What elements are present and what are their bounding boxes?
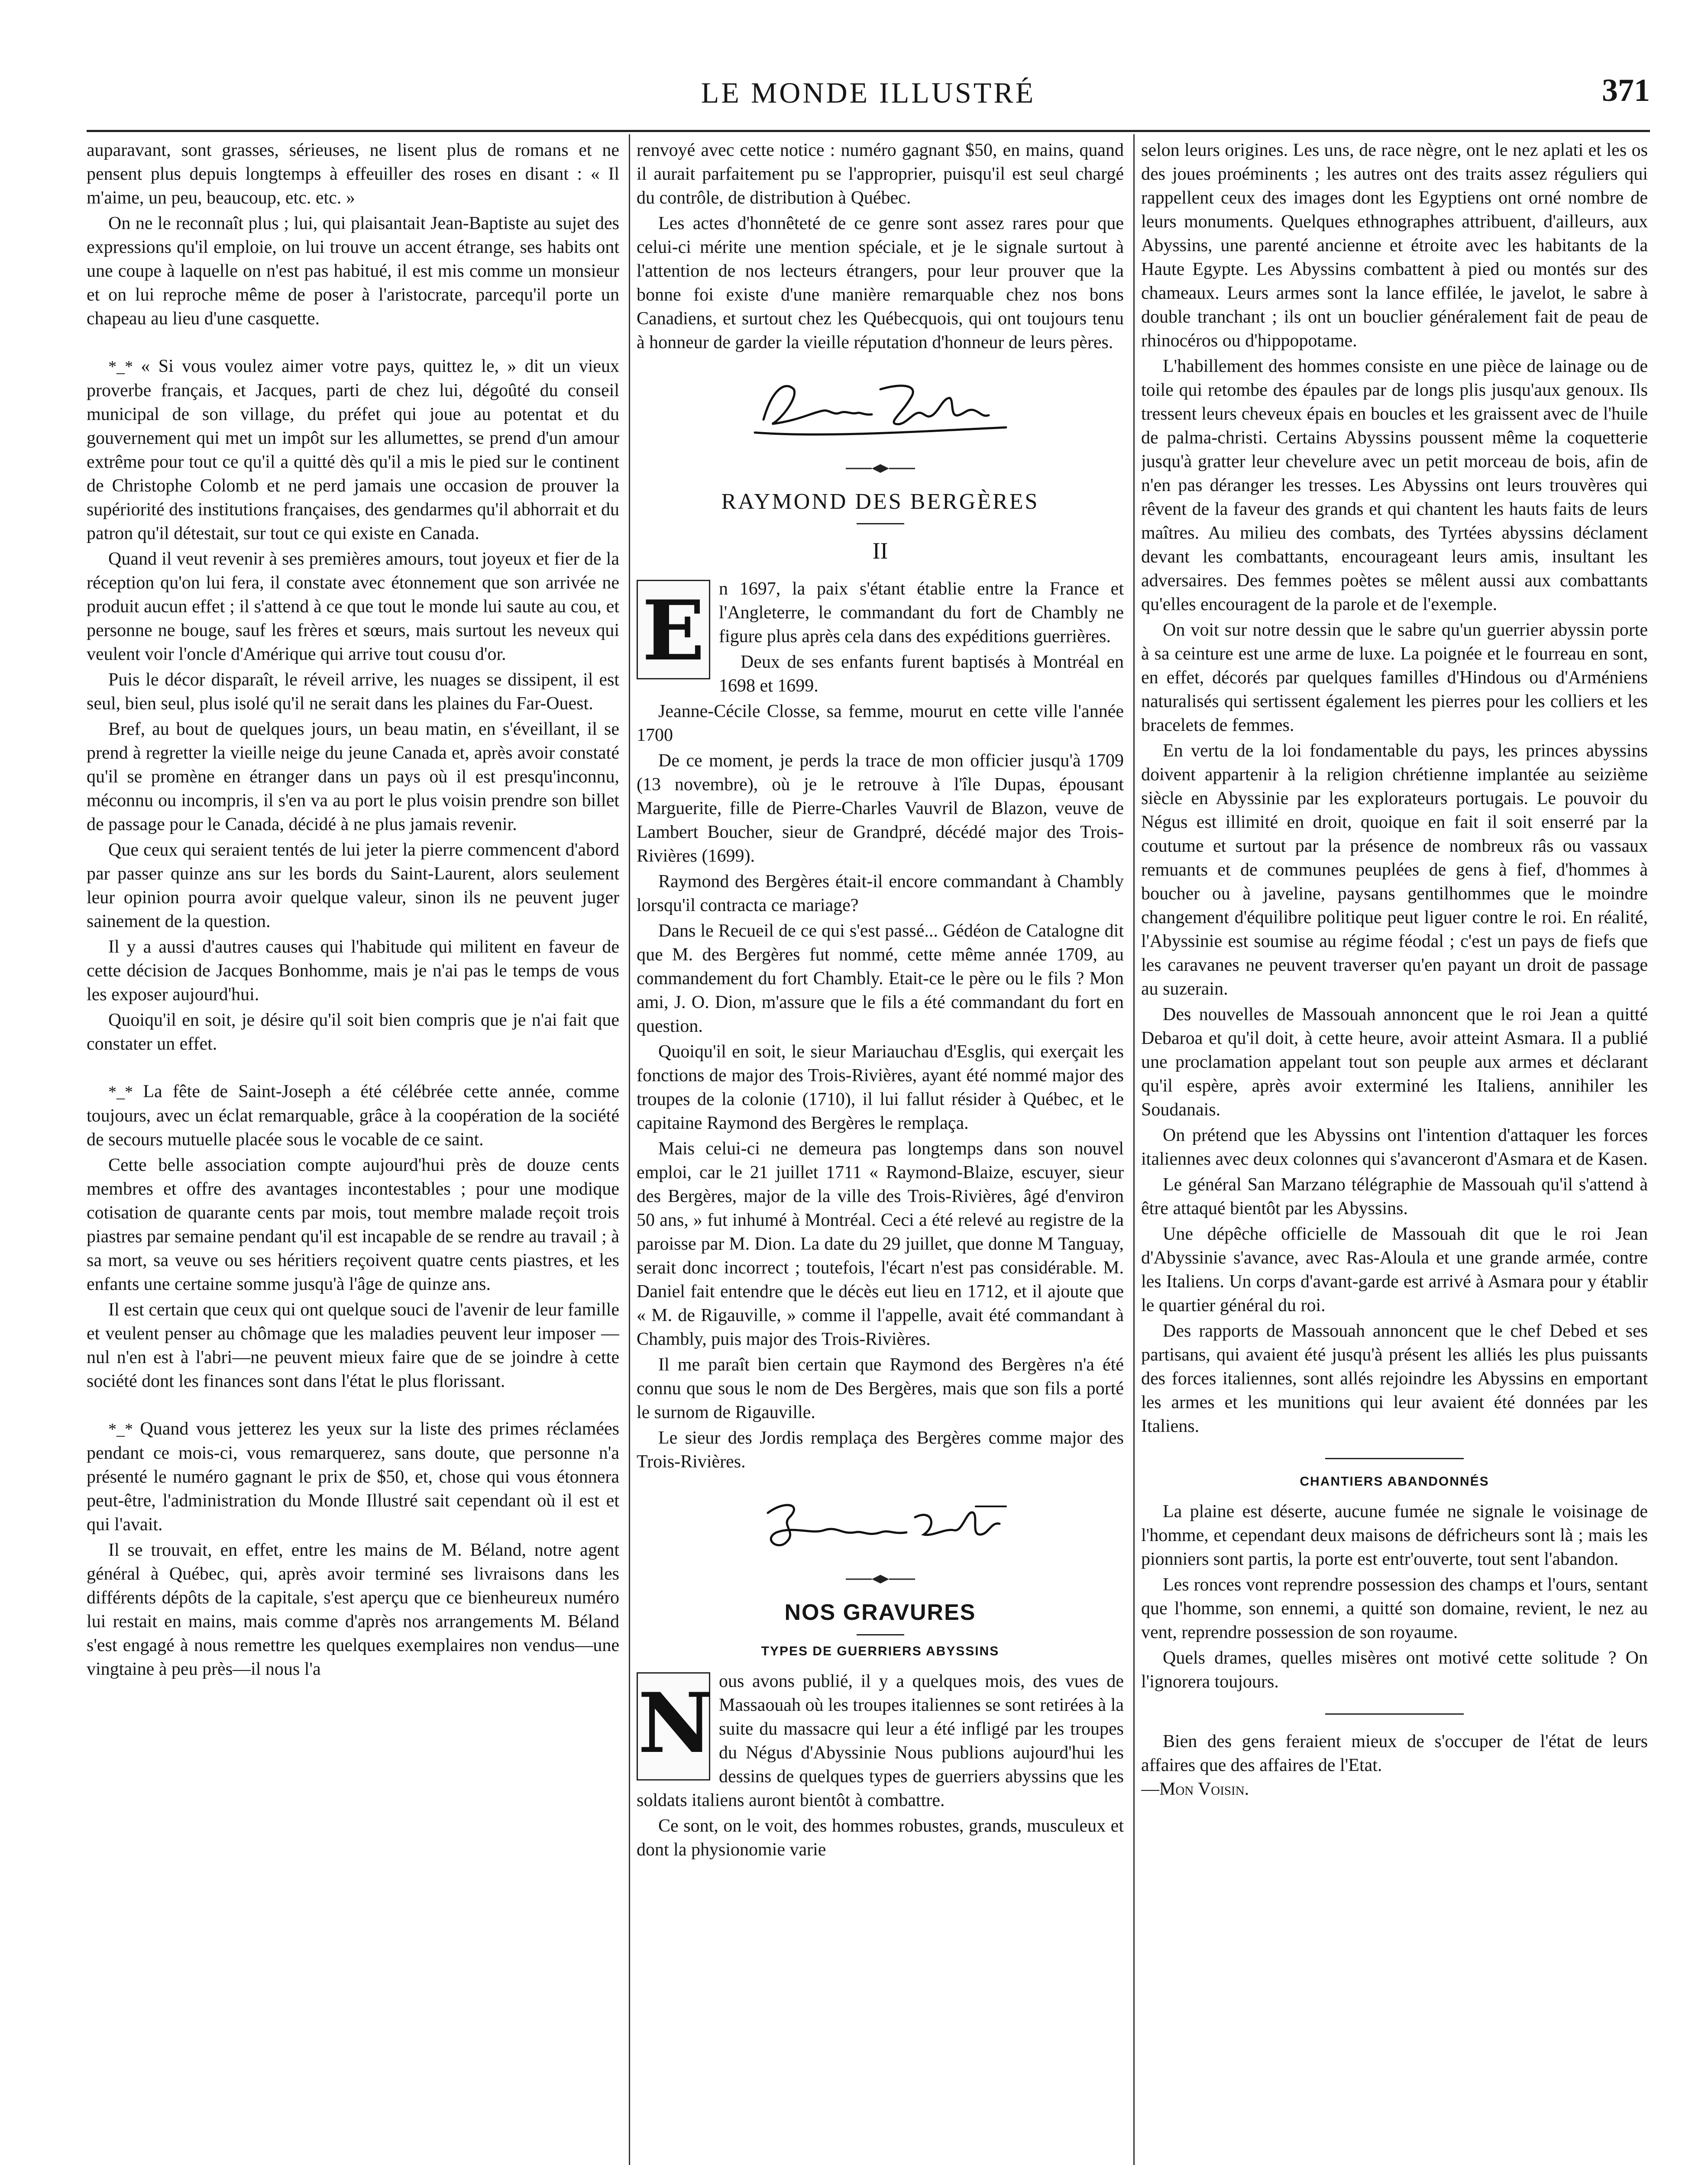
paragraph: Deux de ses enfants furent baptisés à Montréal en 1698 et 1699. (719, 652, 1124, 696)
paragraph: Quoiqu'il en soit, je désire qu'il soit bien compris que je n'ai fait que constater un effet. (87, 1010, 619, 1054)
paragraph: Les ronces vont reprendre possession des champs et l'ours, sentant que l'homme, son ennemi, a quitté son domaine, revient, le nez au vent, reprendre possession de son royaume. (1141, 1575, 1648, 1642)
paragraph: Une dépêche officielle de Massouah dit que le roi Jean d'Abyssinie s'avance, avec Ras-Aloula et une grande armée, contre les Italiens. Un corps d'avant-garde est arrivé à Asmara pour y établir le quartier général du roi. (1141, 1224, 1648, 1315)
asterism: *_* (108, 1420, 140, 1438)
column-divider-2 (1133, 134, 1135, 2165)
column-1 (87, 139, 619, 2165)
paragraph: Il est certain que ceux qui ont quelque souci de l'avenir de leur famille et veulent penser au chômage que les maladies peuvent leur imposer —nul n'en est à l'abri—ne peuvent mieux faire que de se joindre à cette société dont les finances sont dans l'état le plus florissant. (87, 1300, 619, 1391)
section-title: NOS GRAVURES (784, 1600, 976, 1625)
paragraph: n 1697, la paix s'étant établie entre la France et l'Angleterre, le commandant du fort de Chambly ne figure plus après cela dans des expéditions guerrières. (719, 579, 1124, 646)
paragraph: Bref, au bout de quelques jours, un beau matin, en s'éveillant, il se prend à regretter la vieille neige du jeune Canada et, après avoir constaté qu'il se promène en étranger dans un pays où il est presqu'inconnu, méconnu ou incompris, il s'en va au port le plus voisin prendre son billet de passage pour le Canada, décidé à ne plus jamais revenir. (87, 719, 619, 834)
paragraph: Que ceux qui seraient tentés de lui jeter la pierre commencent d'abord par passer quinze ans sur les bords du Saint-Laurent, alors seulement leur opinion pourra avoir quelque valeur, sinon ils ne peuvent juger sainement de la question. (87, 840, 619, 931)
paragraph: On voit sur notre dessin que le sabre qu'un guerrier abyssin porte à sa ceinture est une arme de luxe. La poignée et le fourreau en sont, en effet, décorés par quelques familles d'Hindous ou d'Arméniens naturalisés qui sertissent également les pierres pour les colliers et les bracelets de femmes. (1141, 620, 1648, 735)
paragraph: Mais celui-ci ne demeura pas longtemps dans son nouvel emploi, car le 21 juillet 1711 « Raymond-Blaize, escuyer, sieur des Bergères, major de la ville des Trois-Rivières, âgé d'environ 50 ans, » fut inhumé à Montréal. Ceci a été relevé au registre de la paroisse par M. Dion. La date du 29 juillet, que donne M Tanguay, serait donc incorrect ; toutefois, l'écart n'est pas considérable. M. Daniel fait entendre que le décès eut lieu en 1712, et il ajoute que « M. de Rigauville, » comme il l'appelle, avait été commandant à Chambly, puis major des Trois-Rivières. (637, 1139, 1124, 1349)
paragraph: L'habillement des hommes consiste en une pièce de lainage ou de toile qui retombe des épaules par de longs plis jusqu'aux genoux. Ils tressent leurs cheveux épais en boucles et les graissent avec de l'huile de palma-christi. Certains Abyssins poussent même la coquetterie jusqu'à gratter leur chevelure avec un petit morceau de bois, afin de n'en pas déranger les tresses. Les Abyssins ont leurs trouvères qui rêvent de la faveur des grands et qui chantent les hauts faits de leurs maîtres. Au milieu des combats, des Tyrtées abyssins déclament devant les combattants, encourageant leurs amis, insultant les adversaires. Des femmes poètes se mêlent aussi aux combattants qu'elles encouragent de la parole et de l'exemple. (1141, 356, 1648, 614)
paragraph: Raymond des Bergères était-il encore commandant à Chambly lorsqu'il contracta ce mariage? (637, 872, 1124, 915)
paragraph: Bien des gens feraient mieux de s'occuper de l'état de leurs affaires que des affaires de l'Etat. —Mon Voisin. (1141, 1732, 1648, 1799)
section-rule (1325, 1713, 1464, 1715)
paragraph: Des rapports de Massouah annoncent que le chef Debed et ses partisans, qui avaient été jusqu'à présent les alliés les plus puissants des forces italiennes, sont allés rejoindre les Abyssins en emportant les armes et les munitions qui leur avaient été données par les Italiens. (1141, 1321, 1648, 1436)
paragraph: La plaine est déserte, aucune fumée ne signale le voisinage de l'homme, et cependant deux maisons de défricheurs sont là ; mais les pionniers sont partis, la porte est entr'ouverte, tout sent l'abandon. (1141, 1502, 1648, 1569)
paragraph: auparavant, sont grasses, sérieuses, ne lisent plus de romans et ne pensent plus depuis longtemps à effeuiller des roses en disant : « Il m'aime, un peu, beaucoup, etc. etc. » (87, 140, 619, 208)
paragraph: Quand il veut revenir à ses premières amours, tout joyeux et fier de la réception qu'on lui fera, il constate avec étonnement que son arrivée ne produit aucun effet ; il s'attend à ce que tout le monde lui saute au cou, et personne ne bouge, sauf les frères et sœurs, mais surtout les neveux qui veulent voir l'oncle d'Amérique qui arrive tout cousu d'or. (87, 549, 619, 664)
paragraph: selon leurs origines. Les uns, de race nègre, ont le nez aplati et les os des joues proéminents ; les autres ont des traits assez réguliers qui rappellent ceux des images dont les Egyptiens ont orné nombre de leurs monuments. Quelques ethnographes attribuent, d'ailleurs, aux Abyssins, une parenté ancienne et étroite avec les habitants de la Haute Egypte. Les Abyssins combattent à pied ou montés sur des chameaux. Leurs armes sont la lance effilée, le javelot, le sabre à double tranchant ; ils ont un bouclier généralement fait de peau de rhinocéros ou d'hippopotame. (1141, 140, 1648, 351)
dropcap-paragraph (637, 577, 1124, 700)
column-divider-1 (629, 134, 630, 2165)
paragraph: Ce sont, on le voit, des hommes robustes, grands, musculeux et dont la physionomie varie (637, 1816, 1124, 1860)
paragraph: Cette belle association compte aujourd'hui près de douze cents membres et offre des avantages incontestables ; pour une modique cotisation de quarante cents par mois, tout membre malade reçoit trois piastres par semaine pendant qu'il est incapable de se rendre au travail ; à sa mort, sa veuve ou ses héritiers reçoivent quatre cents piastres, et les enfants une certaine somme jusqu'à l'âge de quinze ans. (87, 1155, 619, 1294)
title-rule (857, 1634, 904, 1635)
paragraph: Des nouvelles de Massouah annoncent que le roi Jean a quitté Debaroa et qu'il doit, à cette heure, avoir atteint Asmara. Il a publié une proclamation appelant tout son peuple aux armes et déclarant qu'il espère, après avoir exterminé les Italiens, annihiler les Soudanais. (1141, 1005, 1648, 1120)
column-3 (1141, 139, 1648, 2165)
attribution: —Mon Voisin. (1141, 1779, 1249, 1799)
paragraph: Dans le Recueil de ce qui s'est passé... Gédéon de Catalogne dit que M. des Bergères fut nommé, cette même année 1709, au commandement du fort Chambly. Etait-ce le père ou le fils ? Mon ami, J. O. Dion, m'assure que le fils a été commandant du fort en question. (637, 921, 1124, 1036)
paragraph: Les actes d'honnêteté de ce genre sont assez rares pour que celui-ci mérite une mention spéciale, et je le signale surtout à l'attention de nos lecteurs étrangers, pour leur prouver que la bonne foi existe d'une manière remarquable chez nos bons Canadiens, et surtout chez les Québecquois, qui ont toujours tenu à honneur de garder la vieille réputation d'honneur de leurs pères. (637, 213, 1124, 352)
paragraph: Puis le décor disparaît, le réveil arrive, les nuages se dissipent, il est seul, bien seul, plus isolé qu'il ne serait dans les plaines du Far-Ouest. (87, 670, 619, 714)
paragraph: De ce moment, je perds la trace de mon officier jusqu'à 1709 (13 novembre), où je le retrouve à l'île Dupas, épousant Marguerite, fille de Pierre-Charles Vauvril de Blazon, veuve de Lambert Boucher, sieur de Grandpré, décédé major des Trois-Rivières (1699). (637, 751, 1124, 866)
title-rule (857, 523, 904, 524)
paragraph: *_* « Si vous voulez aimer votre pays, quittez le, » dit un vieux proverbe français, et Jacques, parti de chez lui, dégoûté du conseil municipal de son village, du préfet qui joue au potentat et du gouvernement qui met un impôt sur les allumettes, se prend d'un amour extrême pour tout ce qu'il a quitté dès qu'il a mis le pied sur le continent de Christophe Colomb et ne perd jamais une occasion de prouver la supériorité des institutions françaises, des gendarmes qu'il abhorrait et du patron qu'il détestait, sur tout ce qui existe en Canada. (87, 356, 619, 543)
ornament-icon (846, 1573, 915, 1586)
section-subtitle: TYPES DE GUERRIERS ABYSSINS (761, 1644, 1000, 1658)
article-title: RAYMOND DES BERGÈRES (721, 489, 1039, 514)
column-2 (637, 139, 1124, 2165)
paragraph: On prétend que les Abyssins ont l'intention d'attaquer les forces italiennes avec deux colonnes qui s'avanceront d'Asmara et de Kasen. (1141, 1125, 1648, 1169)
page-header (87, 73, 1650, 123)
signature-benjamin-sulte (750, 1491, 1010, 1556)
chapter-number: II (872, 538, 888, 564)
ornament-icon (846, 462, 915, 475)
paragraph: Il me paraît bien certain que Raymond des Bergères n'a été connu que sous le nom de Des Bergères, mais que son fils a porté le surnom de Rigauville. (637, 1355, 1124, 1422)
paragraph: Quoiqu'il en soit, le sieur Mariauchau d'Esglis, qui exerçait les fonctions de major des Trois-Rivières, ayant été nommé major des troupes de la colonie (1710), il lui fallut résider à Québec, et le capitaine Raymond des Bergères le remplaça. (637, 1042, 1124, 1133)
paragraph: *_* La fête de Saint-Joseph a été célébrée cette année, comme toujours, avec un éclat remarquable, grâce à la coopération de la société de secours mutuelle placée sous le vocable de ce saint. (87, 1082, 619, 1150)
ornamental-dropcap-e: E (637, 580, 710, 679)
paragraph: On ne le reconnaît plus ; lui, qui plaisantait Jean-Baptiste au sujet des expressions qu'il emploie, on lui trouve un accent étrange, ses habits ont une coupe à laquelle on n'est pas habitué, il est mis comme un monsieur et on lui reproche même de poser à l'aristocrate, parcequ'il porte un chapeau au lieu d'une casquette. (87, 213, 619, 329)
paragraph: renvoyé avec cette notice : numéro gagnant $50, en mains, quand il aurait parfaitement pu se l'approprier, puisqu'il est seul chargé du contrôle, de distribution à Québec. (637, 140, 1124, 208)
page-number: 371 (1602, 73, 1650, 108)
paragraph: Le général San Marzano télégraphie de Massouah qu'il s'attend à être attaqué bientôt par les Abyssins. (1141, 1175, 1648, 1218)
paragraph: *_* Quand vous jetterez les yeux sur la liste des primes réclamées pendant ce mois-ci, vous remarquerez, sans doute, que personne n'a présenté le numéro gagnant le prix de $50, et, chose qui vous étonnera peut-être, l'administration du Monde Illustré sait cependant où il est et qui l'avait. (87, 1419, 619, 1535)
paragraph: Il se trouvait, en effet, entre les mains de M. Béland, notre agent général à Québec, qui, après avoir terminé ses livraisons dans les différents dépôts de la capitale, s'est aperçu que ce bienheureux numéro lui restait en mains, mais comme d'après nos arrangements M. Béland s'est engagé à nous remettre les quelques exemplaires non vendus—une vingtaine à peu près—il nous l'a (87, 1540, 619, 1679)
header-rule (87, 130, 1650, 132)
ornamental-dropcap-n: N (637, 1672, 710, 1780)
paragraph: En vertu de la loi fondamentable du pays, les princes abyssins doivent appartenir à la religion chrétienne implantée au seizième siècle en Abyssinie par les explorateurs portugais. Le pouvoir du Négus est illimité en droit, quoique en fait il soit enserré par la coutume et surtout par la présence de nombreux râs ou vassaux remuants et de communes peuplées de gens à fief, d'hommes à boucher ou à javeline, paysans gentilhommes que le moindre changement d'équilibre politique peut liguer contre le roi. En réalité, l'Abyssinie est soumise au régime féodal ; c'est un pays de fiefs que les caravanes ne peuvent traverser qu'en payant un droit de passage au suzerain. (1141, 741, 1648, 999)
asterism: *_* (108, 358, 141, 376)
signature-leon-ledieu (746, 372, 1015, 446)
paragraph: Jeanne-Cécile Closse, sa femme, mourut en cette ville l'année 1700 (637, 701, 1124, 745)
section-rule (1325, 1458, 1464, 1459)
paragraph: ous avons publié, il y a quelques mois, des vues de Massaouah où les troupes italiennes se sont retirées à la suite du massacre qui leur a été infligé par les troupes du Négus d'Abyssinie Nous publions aujourd'hui les dessins de quelques types de guerriers abyssins que les soldats italiens auront bientôt à combattre. (637, 1671, 1124, 1810)
section-title: CHANTIERS ABANDONNÉS (1300, 1474, 1489, 1489)
dropcap-paragraph (637, 1670, 1124, 1814)
running-title: LE MONDE ILLUSTRÉ (701, 76, 1036, 109)
ornament (637, 1569, 1124, 1591)
paragraph: Il y a aussi d'autres causes qui l'habitude qui militent en faveur de cette décision de Jacques Bonhomme, mais je n'ai pas le temps de vous les exposer aujourd'hui. (87, 937, 619, 1005)
ornament (637, 459, 1124, 480)
paragraph: Le sieur des Jordis remplaça des Bergères comme major des Trois-Rivières. (637, 1428, 1124, 1472)
paragraph: Quels drames, quelles misères ont motivé cette solitude ? On l'ignorera toujours. (1141, 1648, 1648, 1692)
asterism: *_* (108, 1083, 143, 1101)
